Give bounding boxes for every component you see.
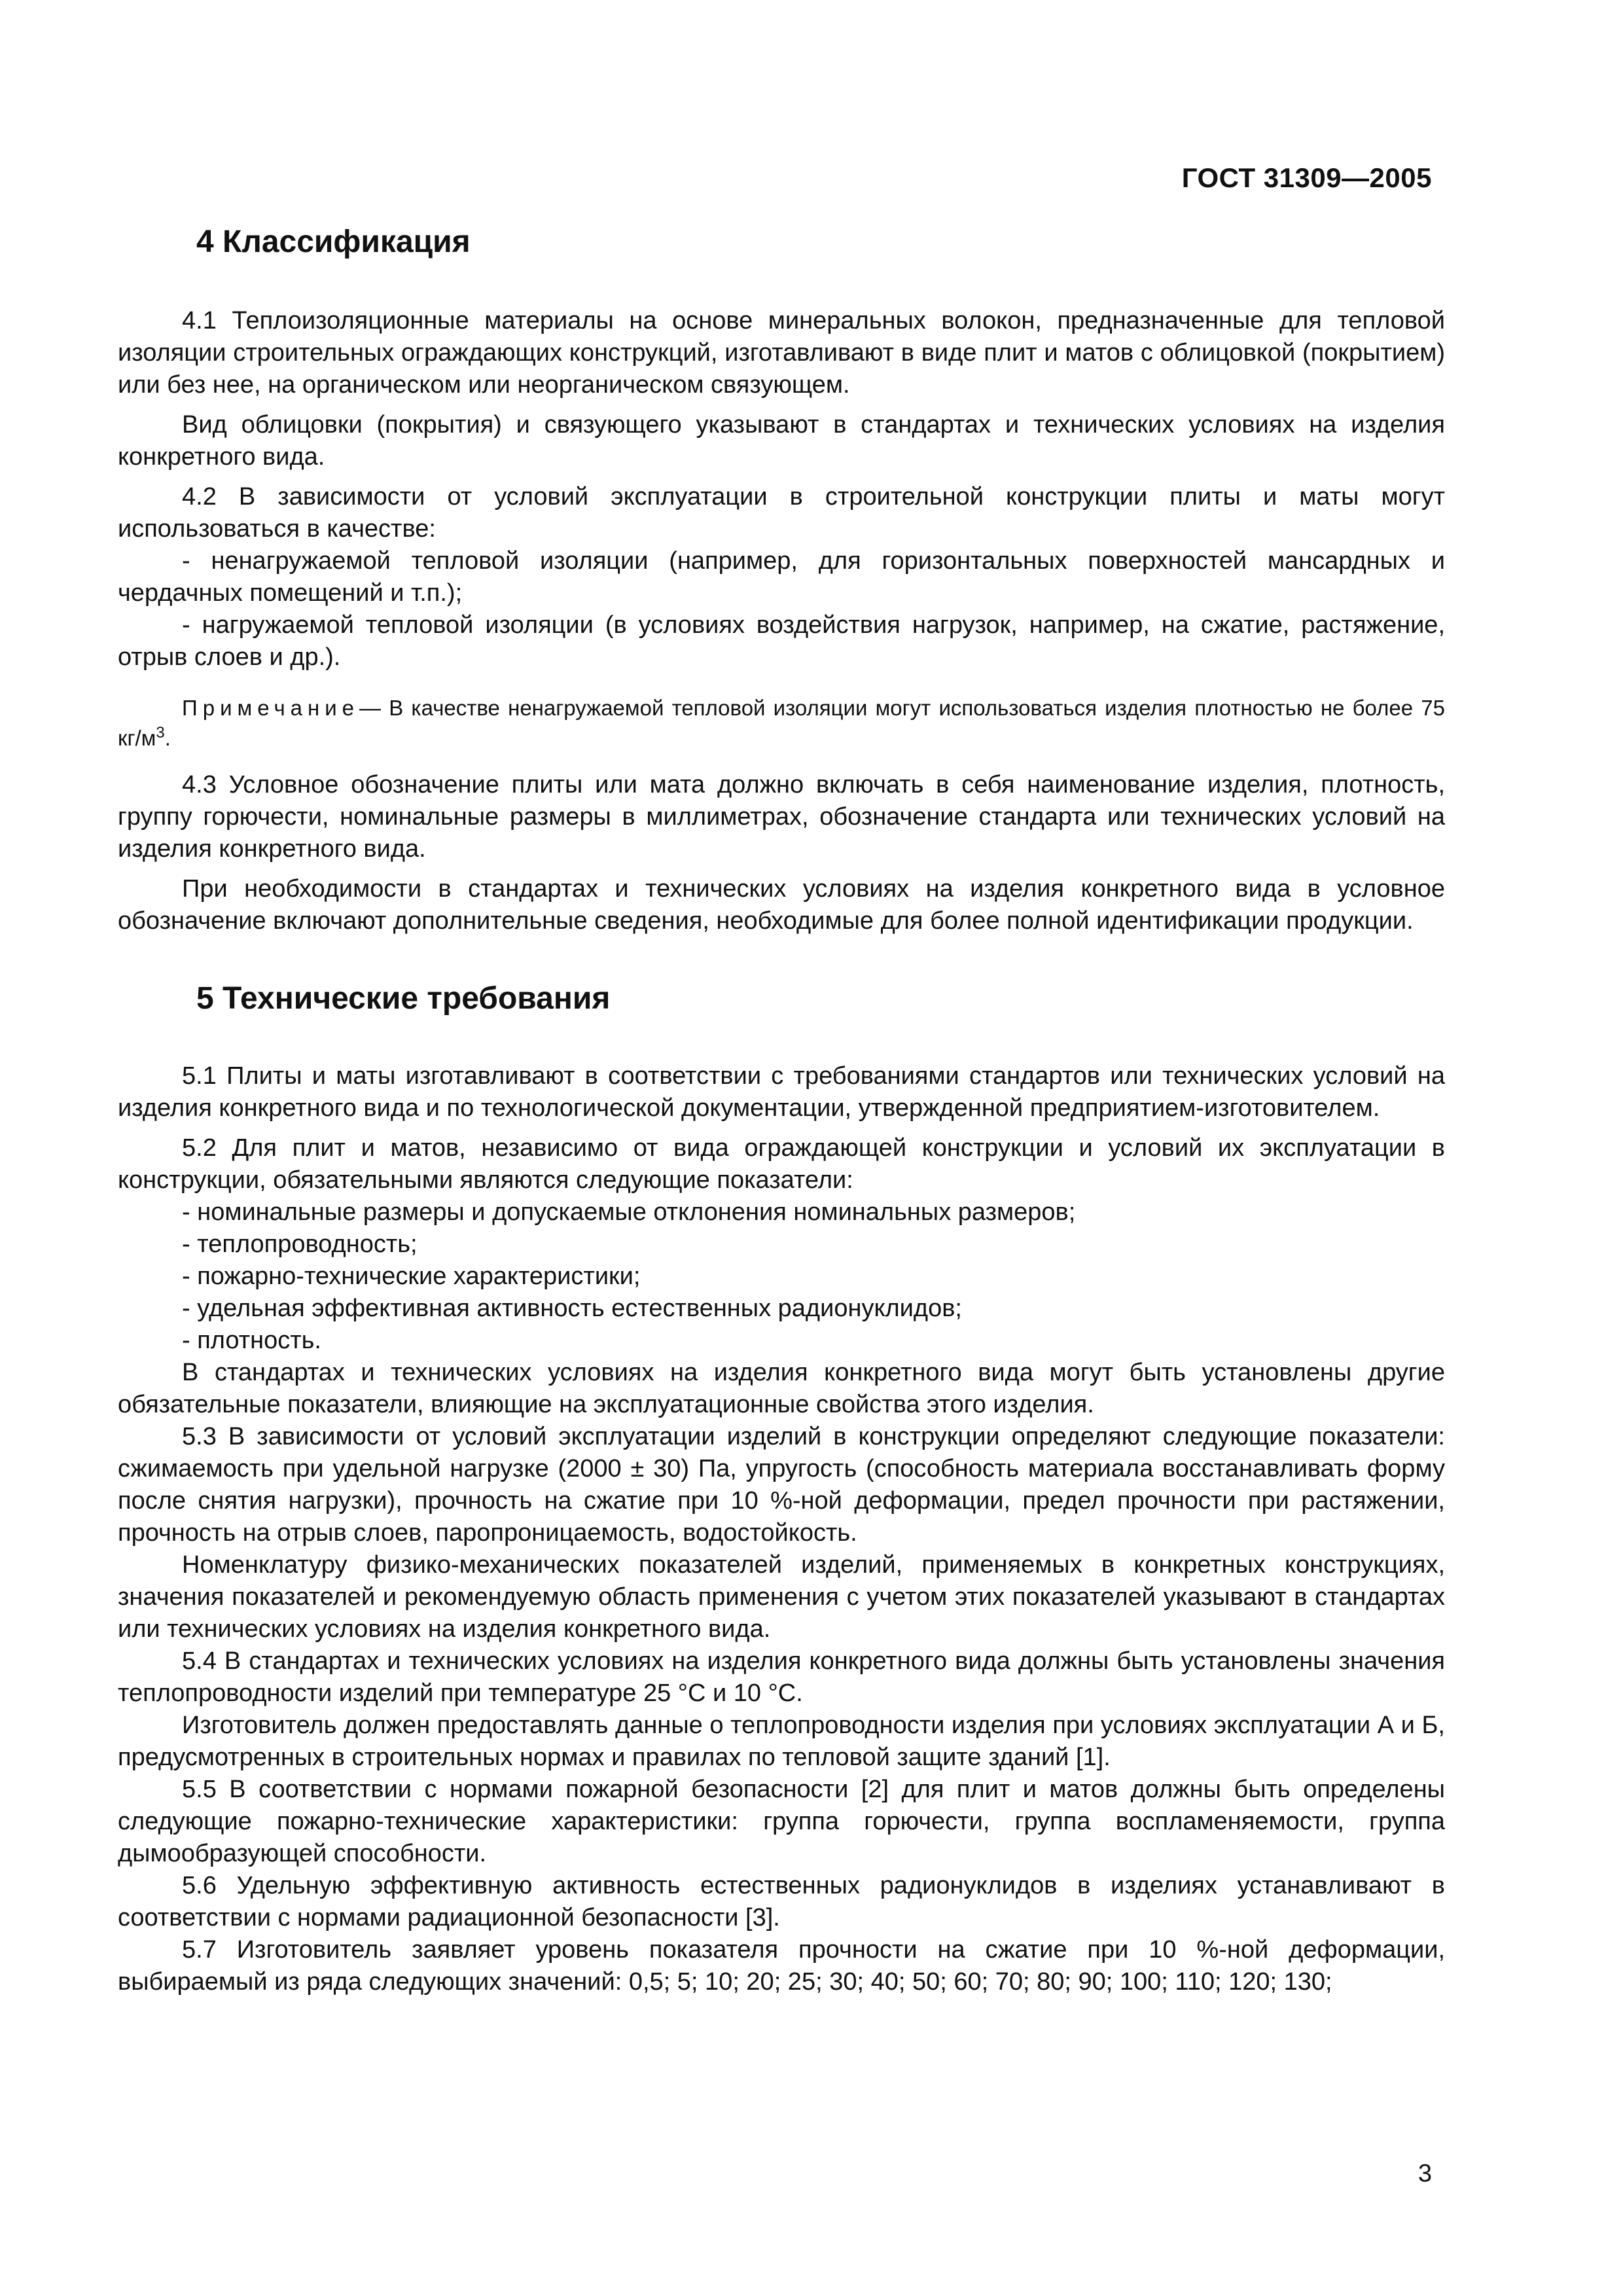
- document-body: [118, 223, 1445, 1998]
- paragraph-5-2-extra: В стандартах и технических условиях на изделия конкретного вида могут быть установлены другие обязательные показатели, влияющие на эксплуатационные свойства этого изделия.: [118, 1359, 1445, 1418]
- note-end: .: [164, 726, 171, 750]
- paragraph-5-6: 5.6 Удельную эффективную активность естественных радионуклидов в изделиях устанавливают в соответствии с нормами радиационной безопасности [3].: [118, 1872, 1445, 1931]
- paragraph-4-1-facing: Вид облицовки (покрытия) и связующего указывают в стандартах и технических условиях на изделия конкретного вида.: [118, 411, 1445, 471]
- list-item: - теплопроводность;: [182, 1230, 418, 1258]
- paragraph-4-1: 4.1 Теплоизоляционные материалы на основе минеральных волокон, предназначенные для тепловой изоляции строительных ограждающих конструкций, изготавливают в виде плит и матов с облицовкой (покрытием) или без нее, на органическом или неорганическом связующем.: [118, 307, 1445, 399]
- list-item: - пожарно-технические характеристики;: [182, 1263, 641, 1290]
- section-5-title: 5 Технические требования: [196, 981, 611, 1016]
- paragraph-4-2: 4.2 В зависимости от условий эксплуатации в строительной конструкции плиты и маты могут использоваться в качестве:: [118, 483, 1445, 543]
- paragraph-5-4-extra: Изготовитель должен предоставлять данные о теплопроводности изделия при условиях эксплуатации А и Б, предусмотренных в строительных нормах и правилах по тепловой защите зданий [1].: [118, 1712, 1445, 1771]
- paragraph-5-4: 5.4 В стандартах и технических условиях на изделия конкретного вида должны быть установлены значения теплопроводности изделий при температуре 25 °С и 10 °С.: [118, 1647, 1445, 1707]
- paragraph-5-3-extra: Номенклатуру физико-механических показателей изделий, применяемых в конкретных конструкциях, значения показателей и рекомендуемую область применения с учетом этих показателей указывают в стандартах или технических условиях на изделия конкретного вида.: [118, 1551, 1445, 1643]
- note-superscript: 3: [156, 724, 165, 742]
- paragraph-5-5: 5.5 В соответствии с нормами пожарной безопасности [2] для плит и матов должны быть определены следующие пожарно-технические характеристики: группа горючести, группа воспламеняемости, группа дымообразующей способности.: [118, 1776, 1445, 1867]
- list-item-loaded: - нагружаемой тепловой изоляции (в условиях воздействия нагрузок, например, на сжатие, растяжение, отрыв слоев и др.).: [118, 611, 1445, 671]
- note-label: Примечание: [182, 696, 360, 720]
- list-item: - номинальные размеры и допускаемые отклонения номинальных размеров;: [182, 1198, 1076, 1226]
- section-4-title: 4 Классификация: [196, 224, 471, 259]
- paragraph-4-3-extra: При необходимости в стандартах и технических условиях на изделия конкретного вида в условное обозначение включают дополнительные сведения, необходимые для более полной идентификации продукции.: [118, 875, 1445, 935]
- list-item: - плотность.: [182, 1327, 321, 1354]
- paragraph-4-3: 4.3 Условное обозначение плиты или мата должно включать в себя наименование изделия, плотность, группу горючести, номинальные размеры в миллиметрах, обозначение стандарта или технических условий на изделия конкретного вида.: [118, 771, 1445, 863]
- paragraph-5-7: 5.7 Изготовитель заявляет уровень показателя прочности на сжатие при 10 %-ной деформации, выбираемый из ряда следующих значений: 0,5; 5; 10; 20; 25; 30; 40; 50; 60; 70; 80; 90; 100; 110; 120; 130;: [118, 1936, 1445, 1996]
- note-text: — В качестве ненагружаемой тепловой изоляции могут использоваться изделия плотностью не более 75 кг/м: [118, 696, 1445, 750]
- page-number: 3: [1418, 2160, 1432, 2187]
- list-item-non-loaded: - ненагружаемой тепловой изоляции (например, для горизонтальных поверхностей мансардных и чердачных помещений и т.п.);: [118, 547, 1445, 607]
- paragraph-5-1: 5.1 Плиты и маты изготавливают в соответствии с требованиями стандартов или технических условий на изделия конкретного вида и по технологической документации, утвержденной предприятием-изготовителем.: [118, 1062, 1445, 1122]
- list-item: - удельная эффективная активность естественных радионуклидов;: [182, 1295, 962, 1322]
- paragraph-5-2: 5.2 Для плит и матов, независимо от вида ограждающей конструкции и условий их эксплуатации в конструкции, обязательными являются следующие показатели:: [118, 1134, 1445, 1194]
- note-paragraph: [118, 693, 1445, 753]
- document-id-header: ГОСТ 31309—2005: [1181, 162, 1432, 193]
- paragraph-5-3: 5.3 В зависимости от условий эксплуатации изделий в конструкции определяют следующие показатели: сжимаемость при удельной нагрузке (2000 ± 30) Па, упругость (способность материала восстанавливать форму после снятия нагрузки), прочность на сжатие при 10 %-ной деформации, предел прочности при растяжении, прочность на отрыв слоев, паропроницаемость, водостойкость.: [118, 1423, 1445, 1547]
